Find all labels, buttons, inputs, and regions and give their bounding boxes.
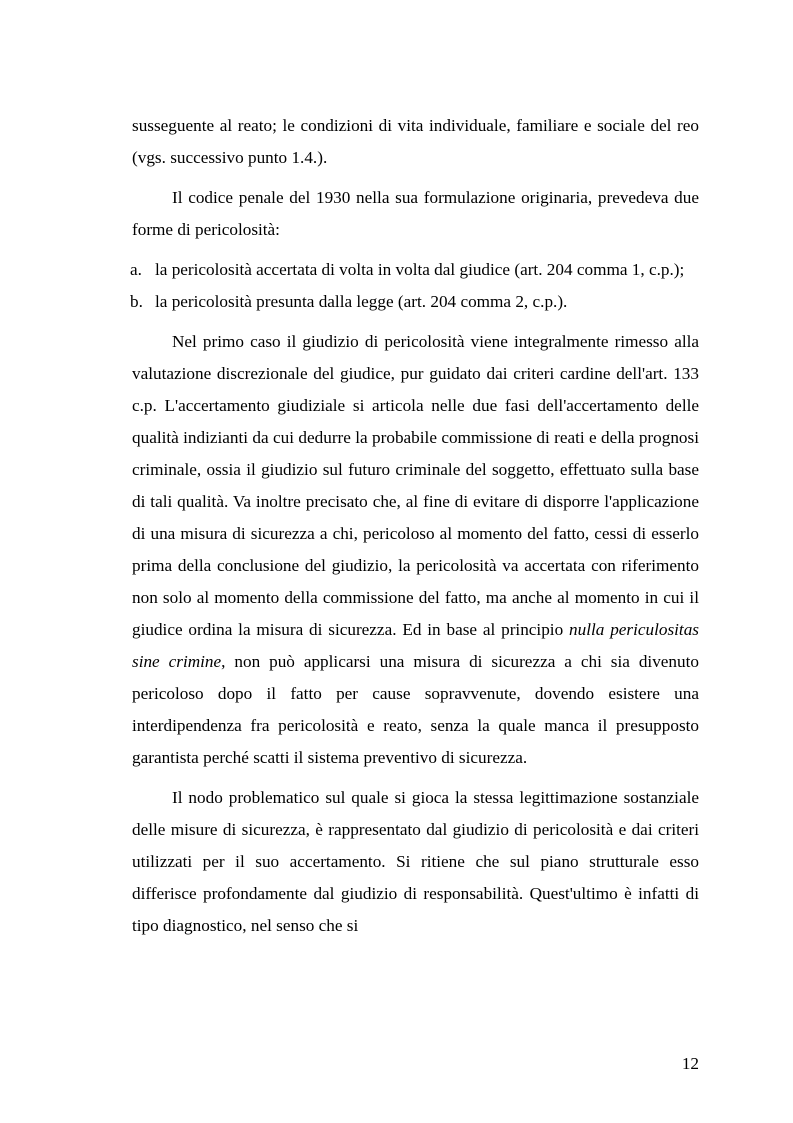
list-marker: a.: [130, 260, 142, 279]
latin-maxim: nulla periculositas sine crimine: [132, 620, 699, 671]
body-text: [132, 110, 699, 950]
list-item-text: la pericolosità accertata di volta in volta dal giudice (art. 204 comma 1, c.p.);: [155, 260, 685, 279]
paragraph-3-text-a: Nel primo caso il giudizio di pericolosità viene integralmente rimesso alla valutazione discrezionale del giudice, pur guidato dai criteri cardine dell'art. 133 c.p. L'accertamento giudiziale si articola nelle due fasi dell'accertamento delle qualità indizianti da cui dedurre la probabile commissione di reati e della prognosi criminale, ossia il giudizio sul futuro criminale del soggetto, effettuato sulla base di tali qualità. Va inoltre precisato che, al fine di evitare di disporre l'applicazione di una misura di sicurezza a chi, pericoloso al momento del fatto, cessi di esserlo prima della conclusione del giudizio, la pericolosità va accertata con riferimento non solo al momento della commissione del fatto, ma anche al momento in cui il giudice ordina la misura di sicurezza. Ed in base al principio: [132, 332, 699, 639]
list-item-text: la pericolosità presunta dalla legge (art. 204 comma 2, c.p.).: [155, 292, 568, 311]
pericolosita-list: [132, 254, 699, 318]
paragraph-2: Il codice penale del 1930 nella sua formulazione originaria, prevedeva due forme di pericolosità:: [132, 188, 699, 239]
list-marker: b.: [130, 292, 143, 311]
paragraph-3-text-b: , non può applicarsi una misura di sicurezza a chi sia divenuto pericoloso dopo il fatto per cause sopravvenute, dovendo esistere una interdipendenza fra pericolosità e reato, senza la quale manca il presupposto garantista perché scatti il sistema preventivo di sicurezza.: [132, 652, 699, 767]
paragraph-4: Il nodo problematico sul quale si gioca la stessa legittimazione sostanziale delle misure di sicurezza, è rappresentato dal giudizio di pericolosità e dai criteri utilizzati per il suo accertamento. Si ritiene che sul piano strutturale esso differisce profondamente dal giudizio di responsabilità. Quest'ultimo è infatti di tipo diagnostico, nel senso che si: [132, 788, 699, 935]
paragraph-1: susseguente al reato; le condizioni di vita individuale, familiare e sociale del reo (vgs. successivo punto 1.4.).: [132, 116, 699, 167]
list-item: [132, 286, 699, 318]
paragraph-3: [132, 326, 699, 774]
page-number: 12: [681, 1054, 699, 1073]
list-item: [132, 254, 699, 286]
